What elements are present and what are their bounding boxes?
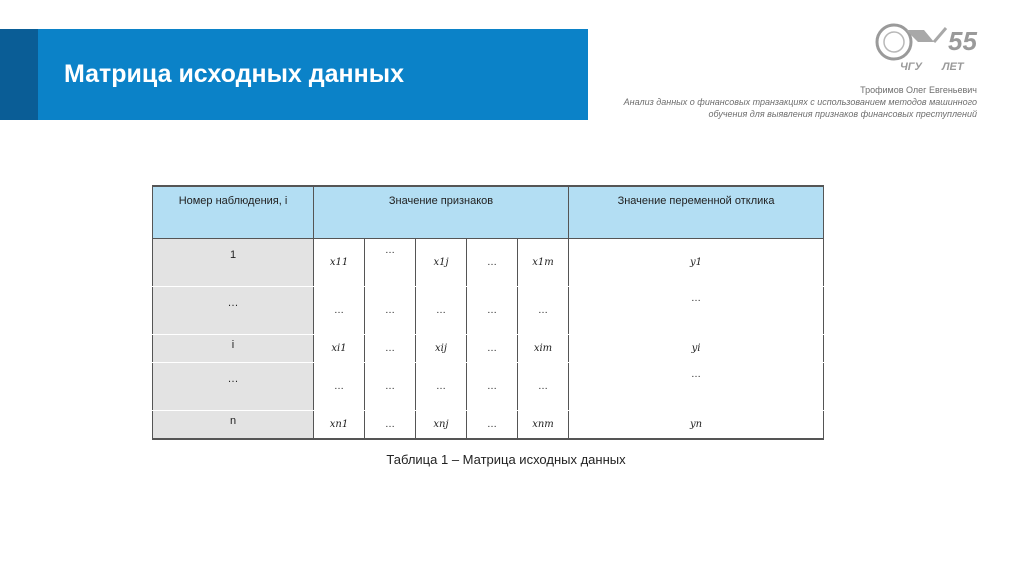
cell-feature: x1m xyxy=(518,239,569,287)
cell-feature: xij xyxy=(416,335,467,363)
cell-response: yi xyxy=(569,335,824,363)
cell-feature: … xyxy=(518,363,569,411)
header-response: Значение переменной отклика xyxy=(569,186,824,239)
cell-feature: xn1 xyxy=(314,411,365,440)
cell-feature: x11 xyxy=(314,239,365,287)
table-row xyxy=(153,411,824,440)
cell-feature: … xyxy=(314,363,365,411)
cell-feature: … xyxy=(467,363,518,411)
cell-response: y1 xyxy=(569,239,824,287)
cell-feature: x1j xyxy=(416,239,467,287)
table-caption: Таблица 1 – Матрица исходных данных xyxy=(386,452,626,467)
slide-title: Матрица исходных данных xyxy=(64,60,405,88)
cell-feature: … xyxy=(416,287,467,335)
header-features: Значение признаков xyxy=(314,186,569,239)
cell-response: … xyxy=(569,363,824,411)
cell-feature: xi1 xyxy=(314,335,365,363)
title-bar xyxy=(0,29,588,120)
cell-feature: xim xyxy=(518,335,569,363)
cell-feature: … xyxy=(365,335,416,363)
title-bar-accent xyxy=(0,29,38,120)
header-observation: Номер наблюдения, i xyxy=(153,186,314,239)
cell-observation: … xyxy=(153,363,314,411)
cell-feature: … xyxy=(365,411,416,440)
table-row xyxy=(153,287,824,335)
cell-feature: … xyxy=(467,335,518,363)
cell-feature: … xyxy=(467,239,518,287)
cell-feature: xnm xyxy=(518,411,569,440)
cell-response: … xyxy=(569,287,824,335)
data-matrix-table xyxy=(152,185,824,440)
talk-title: Анализ данных о финансовых транзакциях с использованием методов машинного обучения для выявления признаков финансовых преступлений xyxy=(623,97,977,119)
cell-feature: xnj xyxy=(416,411,467,440)
cell-observation: … xyxy=(153,287,314,335)
cell-observation: n xyxy=(153,411,314,440)
cell-feature: … xyxy=(365,287,416,335)
cell-observation: 1 xyxy=(153,239,314,287)
cell-feature: … xyxy=(518,287,569,335)
cell-feature: … xyxy=(467,287,518,335)
cell-feature: … xyxy=(365,363,416,411)
svg-text:ЧГУ: ЧГУ xyxy=(900,61,922,73)
table-row xyxy=(153,335,824,363)
cell-observation: i xyxy=(153,335,314,363)
cell-feature: … xyxy=(416,363,467,411)
cell-feature: … xyxy=(467,411,518,440)
table-row xyxy=(153,239,824,287)
author-block xyxy=(617,84,977,120)
university-logo xyxy=(872,20,990,76)
cell-feature: … xyxy=(314,287,365,335)
svg-text:ЛЕТ: ЛЕТ xyxy=(942,61,964,73)
table-row xyxy=(153,363,824,411)
cell-response: yn xyxy=(569,411,824,440)
author-name: Трофимов Олег Евгеньевич xyxy=(860,85,977,95)
svg-text:55: 55 xyxy=(948,26,977,56)
cell-feature: … xyxy=(365,239,416,287)
